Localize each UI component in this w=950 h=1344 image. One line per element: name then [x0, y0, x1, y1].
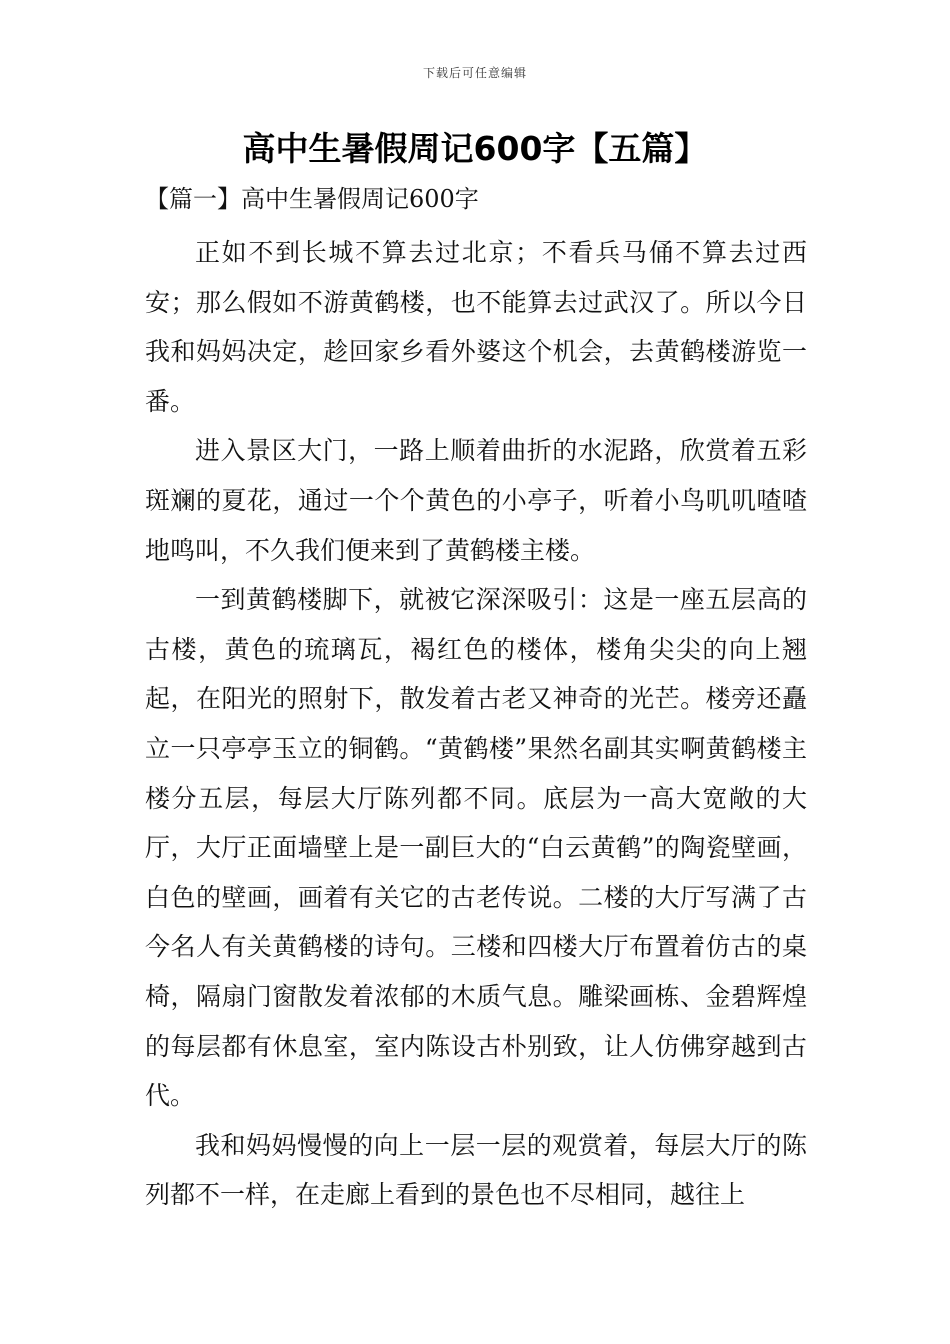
paragraph-3: 一到黄鹤楼脚下，就被它深深吸引：这是一座五层高的古楼，黄色的琉璃瓦，褐红色的楼体，楼角尖尖的向上翘起，在阳光的照射下，散发着古老又神奇的光芒。楼旁还矗立一只亭亭玉立的铜鹤。“黄鹤楼”果然名副其实啊黄鹤楼主楼分五层，每层大厅陈列都不同。底层为一高大宽敞的大厅，大厅正面墙壁上是一副巨大的“白云黄鹤”的陶瓷壁画，白色的壁画，画着有关它的古老传说。二楼的大厅写满了古今名人有关黄鹤楼的诗句。三楼和四楼大厅布置着仿古的桌椅，隔扇门窗散发着浓郁的木质气息。雕梁画栋、金碧辉煌的每层都有休息室，室内陈设古朴别致，让人仿佛穿越到古代。	[145, 585, 807, 1111]
paragraph-1: 正如不到长城不算去过北京；不看兵马俑不算去过西安；那么假如不游黄鹤楼，也不能算去过武汉了。所以今日我和妈妈决定，趁回家乡看外婆这个机会，去黄鹤楼游览一番。	[145, 238, 807, 416]
document-title: 高中生暑假周记600字【五篇】	[242, 129, 708, 168]
section-heading: 【篇一】高中生暑假周记600字	[145, 185, 479, 213]
paragraph-2: 进入景区大门，一路上顺着曲折的水泥路，欣赏着五彩斑斓的夏花，通过一个个黄色的小亭子，听着小鸟叽叽喳喳地鸣叫，不久我们便来到了黄鹤楼主楼。	[145, 436, 807, 565]
paragraph-4: 我和妈妈慢慢的向上一层一层的观赏着，每层大厅的陈列都不一样，在走廊上看到的景色也不尽相同，越往上	[145, 1130, 807, 1210]
header-note: 下载后可任意编辑	[422, 66, 527, 80]
body-text	[145, 228, 807, 1220]
